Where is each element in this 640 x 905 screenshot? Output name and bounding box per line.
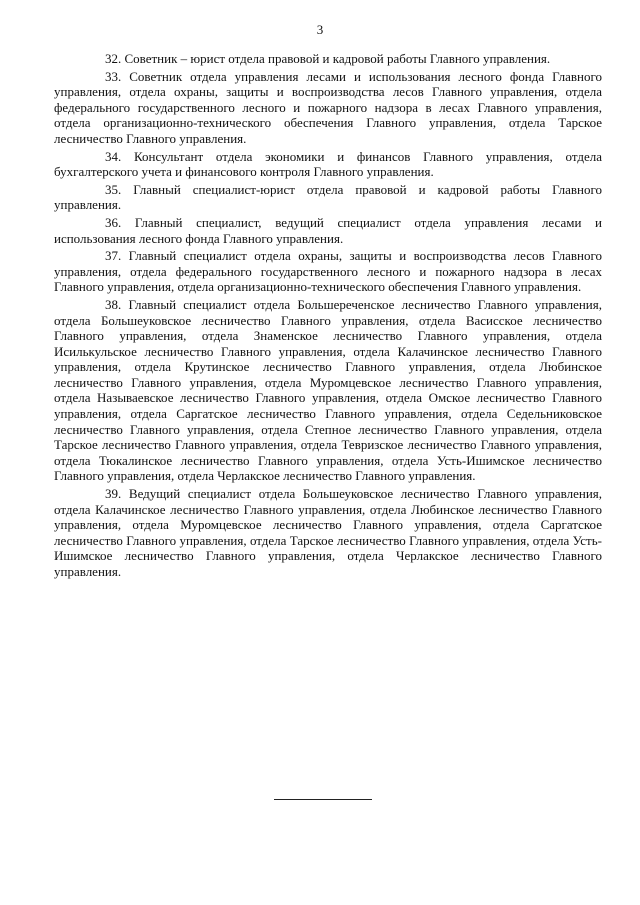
end-of-document-divider bbox=[274, 799, 372, 800]
paragraph-39: 39. Ведущий специалист отдела Большеуковское лесничество Главного управления, отдела Калачинское лесничество Главного управления, отдела Любинское лесничество Главного управления, отдела Муромцевское лесничество Главного управления, отдела Саргатское лесничество Главного управления, отдела Тарское лесничество Главного управления, отдела Усть-Ишимское лесничество Главного управления, отдела Черлакское лесничество Главного управления. bbox=[54, 486, 602, 579]
paragraph-33: 33. Советник отдела управления лесами и использования лесного фонда Главного управления, отдела охраны, защиты и воспроизводства лесов Главного управления, отдела федерального государственного лесного и пожарного надзора в лесах Главного управления, отдела организационно-технического обеспечения Главного управления, отдела Тарское лесничество Главного управления. bbox=[54, 68, 602, 146]
paragraph-34: 34. Консультант отдела экономики и финансов Главного управления, отдела бухгалтерского учета и финансового контроля Главного управления. bbox=[54, 148, 602, 180]
paragraph-35: 35. Главный специалист-юрист отдела правовой и кадровой работы Главного управления. bbox=[54, 181, 602, 213]
paragraph-32: 32. Советник – юрист отдела правовой и кадровой работы Главного управления. bbox=[105, 51, 551, 66]
paragraph-38: 38. Главный специалист отдела Большереченское лесничество Главного управления, отдела Большеуковское лесничество Главного управления, отдела Васисское лесничество Главного управления, отдела Знаменское лесничество Главного управления, отдела Исилькульское лесничество Главного управления, отдела Калачинское лесничество Главного управления, отдела Крутинское лесничество Главного управления, отдела Любинское лесничество Главного управления, отдела Муромцевское лесничество Главного управления, отдела Называевское лесничество Главного управления, отдела Омское лесничество Главного управления, отдела Саргатское лесничество Главного управления, отдела Седельниковское лесничество Главного управления, отдела Степное лесничество Главного управления, отдела Тарское лесничество Главного управления, отдела Тевризское лесничество Главного управления, отдела Тюкалинское лесничество Главного управления, отдела Усть-Ишимское лесничество Главного управления, отдела Черлакское лесничество Главного управления. bbox=[54, 296, 602, 484]
page-number: 3 bbox=[316, 22, 324, 37]
document-body bbox=[54, 51, 602, 582]
paragraph-36: 36. Главный специалист, ведущий специалист отдела управления лесами и использования лесного фонда Главного управления. bbox=[54, 214, 602, 246]
paragraph-37: 37. Главный специалист отдела охраны, защиты и воспроизводства лесов Главного управления, отдела федерального государственного лесного и пожарного надзора в лесах Главного управления, отдела организационно-технического обеспечения Главного управления. bbox=[54, 248, 602, 295]
